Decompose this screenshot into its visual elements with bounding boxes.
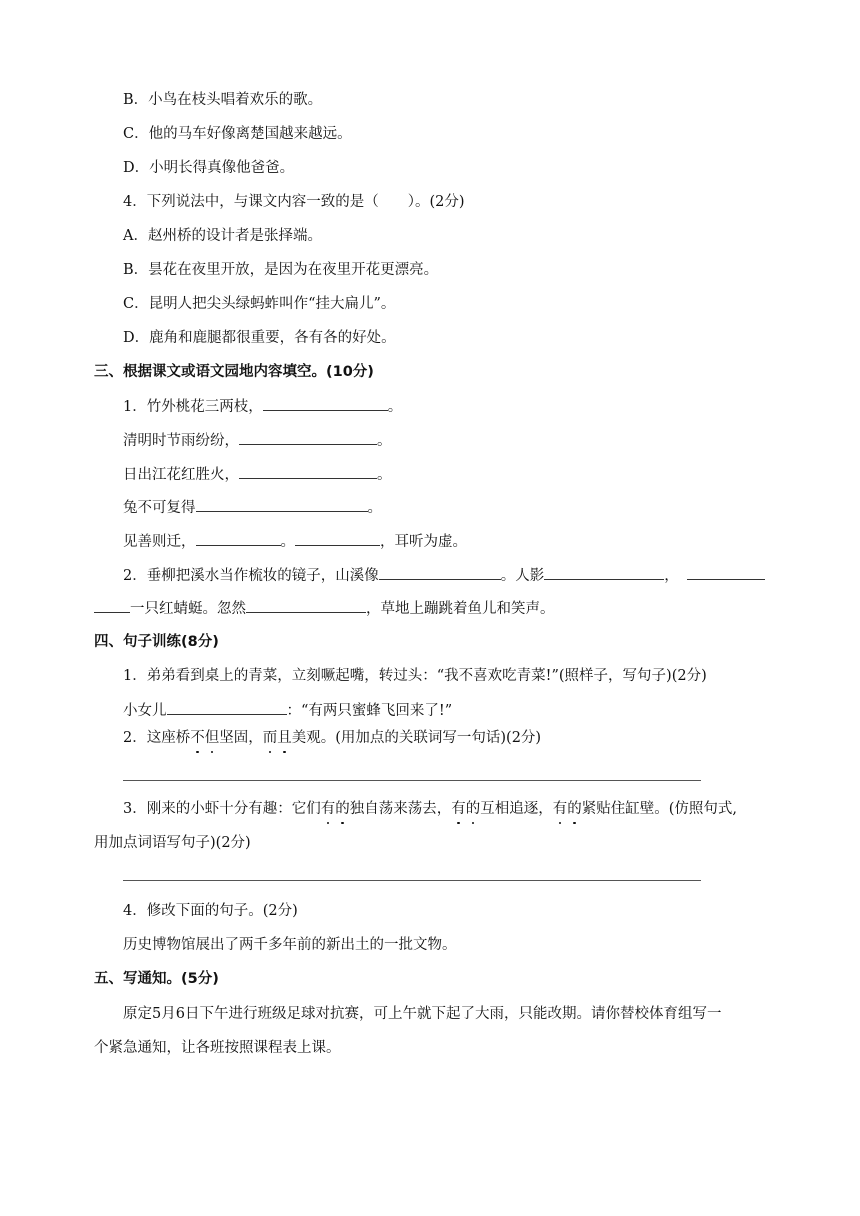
- fill-line-1-text: 1．竹外桃花三两枝，: [123, 399, 263, 415]
- fill-line-5-end: ，耳听为虚。: [380, 534, 467, 550]
- s4-q3: [123, 799, 737, 819]
- fill-line-3-end: 。: [377, 467, 392, 483]
- fill-line-5-text: 见善则迁，: [123, 534, 196, 550]
- answer-line[interactable]: [123, 780, 701, 781]
- emphasis-char: 但: [204, 730, 220, 746]
- s4-q3-text-a: 3．刚来的小虾十分有趣：它们: [123, 801, 321, 817]
- emphasis-char: 有: [451, 801, 466, 817]
- fill-para-2-line-1: [123, 565, 765, 586]
- fill-blank[interactable]: [239, 464, 377, 479]
- s5-prompt-line-2: 个紧急通知，让各班按照课程表上课。: [94, 1040, 341, 1056]
- emphasis-char: 的: [335, 801, 350, 817]
- q4-stem: 4．下列说法中，与课文内容一致的是（ ）。(2分): [123, 194, 465, 210]
- q4-option-a: A．赵州桥的设计者是张择端。: [123, 228, 322, 244]
- fill-blank[interactable]: [196, 497, 368, 512]
- emphasis-char: 且: [277, 730, 292, 746]
- fill-blank[interactable]: [94, 598, 130, 613]
- s4-q1: 1．弟弟看到桌上的青菜，立刻噘起嘴，转过头：“我不喜欢吃青菜!”(照样子，写句子)(2分): [123, 668, 707, 684]
- fill-line-5: [123, 531, 467, 552]
- emphasis-char: 的: [465, 801, 481, 817]
- fill-blank[interactable]: [263, 396, 388, 411]
- s4-q3-text-d: 紧贴住缸壁。(仿照句式,: [581, 801, 737, 817]
- fill-para-2-text-b: 。人影: [500, 568, 545, 584]
- answer-line[interactable]: [123, 880, 701, 881]
- emphasis-char: 有: [552, 801, 568, 817]
- s4-q3-text-c: 互相追逐，: [480, 801, 553, 817]
- fill-line-5-mid: 。: [280, 534, 295, 550]
- s4-q2-text-c: 美观。(用加点的关联词写一句话)(2分): [291, 730, 542, 746]
- emphasis-char: 的: [567, 801, 582, 817]
- section3-heading: 三、根据课文或语文园地内容填空。(10分): [94, 364, 374, 380]
- fill-para-2-text-e: ，草地上蹦跳着鱼儿和笑声。: [366, 601, 555, 617]
- q2-option-c: C．他的马车好像离楚国越来越远。: [123, 126, 352, 142]
- fill-para-2-line-2: [94, 598, 555, 619]
- fill-para-2-text-d: 一只红蜻蜓。忽然: [130, 601, 246, 617]
- fill-para-2-text-c: ，: [664, 568, 679, 584]
- q4-option-d: D．鹿角和鹿腿都很重要，各有各的好处。: [123, 330, 396, 346]
- s4-q4: 4．修改下面的句子。(2分): [123, 903, 298, 919]
- fill-blank[interactable]: [239, 430, 377, 445]
- section5-heading: 五、写通知。(5分): [94, 971, 219, 987]
- fill-blank[interactable]: [167, 700, 287, 715]
- fill-blank[interactable]: [379, 565, 501, 580]
- fill-blank[interactable]: [687, 565, 765, 580]
- emphasis-char: 不: [190, 730, 205, 746]
- fill-line-1-end: 。: [387, 399, 403, 415]
- q4-option-b: B．昙花在夜里开放，是因为在夜里开花更漂亮。: [123, 262, 439, 278]
- fill-line-2: [123, 430, 392, 451]
- fill-para-2-text-a: 2．垂柳把溪水当作梳妆的镜子，山溪像: [123, 568, 379, 584]
- emphasis-char: 有: [320, 801, 336, 817]
- s4-q3-text-b: 独自荡来荡去，: [349, 801, 452, 817]
- fill-blank[interactable]: [246, 598, 366, 613]
- fill-blank[interactable]: [196, 531, 281, 546]
- q4-option-c: C．昆明人把尖头绿蚂蚱叫作“挂大扁儿”。: [123, 296, 396, 312]
- fill-line-4-end: 。: [367, 500, 382, 516]
- s4-q2-text-a: 2．这座桥: [123, 730, 191, 746]
- section4-heading: 四、句子训练(8分): [94, 634, 219, 650]
- q2-option-d: D．小明长得真像他爸爸。: [123, 160, 295, 176]
- s4-q4-sentence: 历史博物馆展出了两千多年前的新出土的一批文物。: [123, 937, 457, 953]
- fill-line-3: [123, 464, 392, 485]
- s4-q2-text-b: 坚固，: [219, 730, 263, 746]
- fill-blank[interactable]: [295, 531, 380, 546]
- fill-blank[interactable]: [544, 565, 664, 580]
- s4-q2: [123, 728, 541, 748]
- s4-q3-line-2: 用加点词语写句子)(2分): [94, 835, 251, 851]
- emphasis-char: 而: [262, 730, 278, 746]
- fill-line-2-end: 。: [377, 433, 392, 449]
- s5-prompt-line-1: 原定5月6日下午进行班级足球对抗赛，可上午就下起了大雨，只能改期。请你替校体育组写一: [123, 1006, 722, 1022]
- fill-line-1: [123, 396, 402, 417]
- fill-line-3-text: 日出江花红胜火，: [123, 467, 239, 483]
- q2-option-b: B．小鸟在枝头唱着欢乐的歌。: [123, 92, 323, 108]
- s4-q1-answer: [123, 700, 452, 721]
- s4-q1-answer-start: 小女儿: [123, 703, 167, 719]
- fill-line-4: [123, 497, 382, 518]
- fill-line-4-text: 兔不可复得: [123, 500, 196, 516]
- s4-q1-answer-end: ：“有两只蜜蜂飞回来了!”: [286, 703, 453, 719]
- fill-line-2-text: 清明时节雨纷纷，: [123, 433, 239, 449]
